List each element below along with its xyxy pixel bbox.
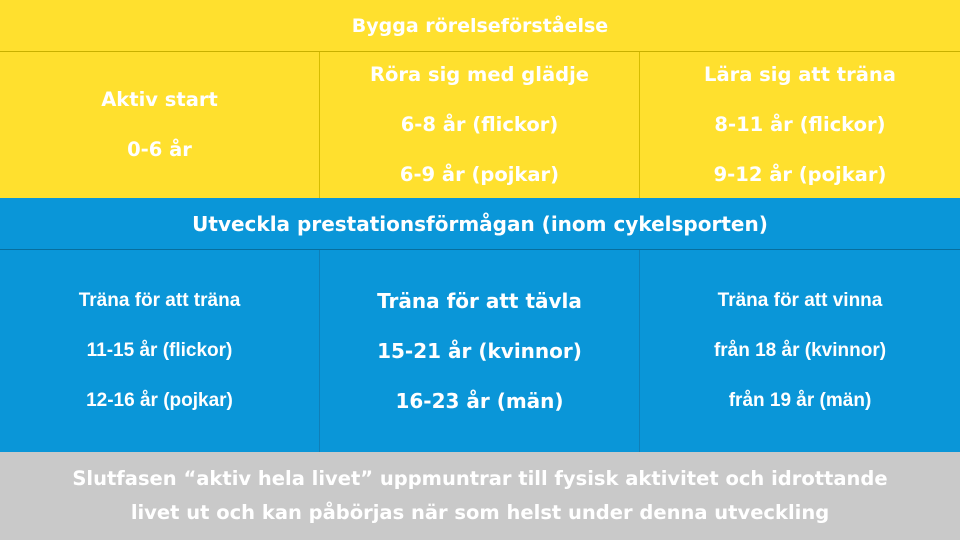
stage-age-women: från 18 år (kvinnor) xyxy=(713,340,887,361)
section-2-row xyxy=(0,250,960,452)
footer-line-2: livet ut och kan påbörjas när som helst under denna utveckling xyxy=(130,501,830,524)
stage-rora-sig-med-gladje xyxy=(320,52,640,198)
stage-age-men: 16-23 år (män) xyxy=(395,389,564,413)
stage-title: Träna för att tävla xyxy=(377,289,582,313)
stage-trana-for-att-vinna xyxy=(640,250,960,452)
stage-age: 0-6 år xyxy=(127,138,192,161)
stage-lara-sig-att-trana xyxy=(640,52,960,198)
section-2-header xyxy=(0,198,960,250)
stage-age-girls: 11-15 år (flickor) xyxy=(86,340,233,361)
stage-title: Träna för att vinna xyxy=(717,290,883,311)
section-2-title: Utveckla prestationsförmågan (inom cykelsporten) xyxy=(192,211,768,236)
footer-line-1: Slutfasen “aktiv hela livet” uppmuntrar till fysisk aktivitet och idrottande xyxy=(72,467,888,490)
stage-age-women: 15-21 år (kvinnor) xyxy=(377,339,582,363)
stage-title: Träna för att träna xyxy=(78,290,241,311)
section-1-title: Bygga rörelseförståelse xyxy=(351,14,609,37)
footer-text xyxy=(72,462,887,530)
stage-title: Lära sig att träna xyxy=(704,63,896,86)
stage-title: Röra sig med glädje xyxy=(370,63,589,86)
stage-age-boys: 12-16 år (pojkar) xyxy=(86,390,233,411)
stage-age-girls: 8-11 år (flickor) xyxy=(714,113,886,136)
stage-title: Aktiv start xyxy=(101,88,218,111)
section-1-header xyxy=(0,0,960,52)
stage-trana-for-att-tavla xyxy=(320,250,640,452)
stage-trana-for-att-trana xyxy=(0,250,320,452)
stage-age-boys: 6-9 år (pojkar) xyxy=(399,163,560,186)
stage-age-men: från 19 år (män) xyxy=(728,390,872,411)
stage-age-boys: 9-12 år (pojkar) xyxy=(713,163,887,186)
footer-banner xyxy=(0,452,960,540)
section-1-row xyxy=(0,52,960,198)
stage-aktiv-start xyxy=(0,52,320,198)
stage-age-girls: 6-8 år (flickor) xyxy=(400,113,559,136)
